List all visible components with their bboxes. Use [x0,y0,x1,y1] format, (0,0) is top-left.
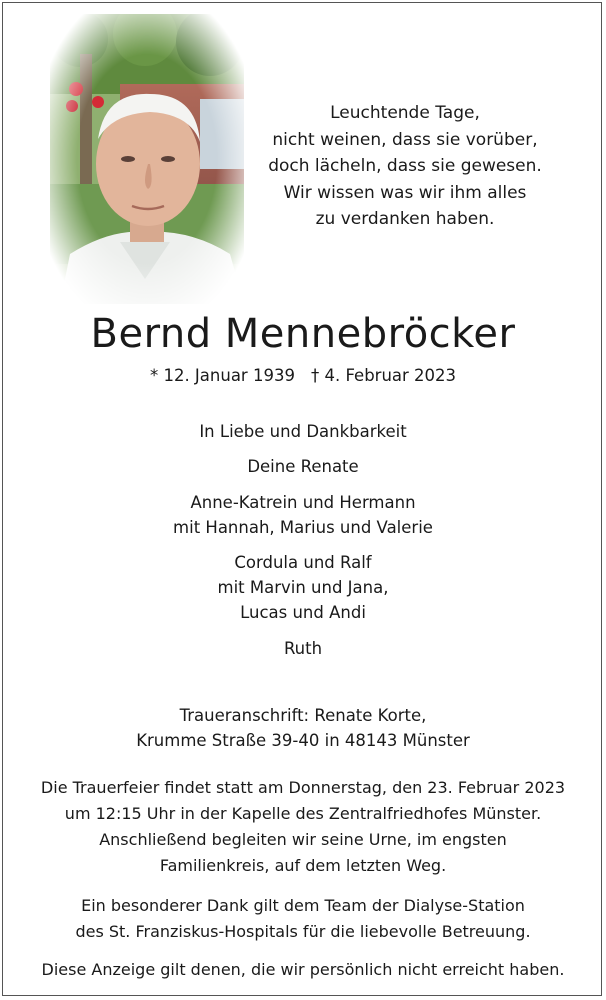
intro-line: In Liebe und Dankbarkeit [199,422,407,441]
family-line: Anne-Katrein und Hermann [190,493,416,512]
poem-line: zu verdanken haben. [315,209,495,229]
poem-line: nicht weinen, dass sie vorüber, [272,129,538,150]
funeral-info [0,775,606,879]
birth-date: * 12. Januar 1939 [149,366,295,385]
poem-line: Wir wissen was wir ihm alles [283,182,527,203]
family-line: mit Hannah, Marius und Valerie [173,518,433,537]
mourner-other [0,636,606,661]
closing-line: Diese Anzeige gilt denen, die wir persönlich nicht erreicht haben. [41,960,565,979]
portrait-photo [50,14,244,304]
mourning-address [0,703,606,753]
mourner-family-2 [0,550,606,625]
address-line: Krumme Straße 39-40 in 48143 Münster [136,731,470,750]
poem-line: Leuchtende Tage, [330,103,480,123]
family-line: mit Marvin und Jana, [217,578,389,597]
thanks-line: Ein besonderer Dank gilt dem Team der Dialyse-Station [81,896,525,915]
life-dates [0,363,606,389]
address-line: Traueranschrift: Renate Korte, [179,706,427,725]
family-line: Cordula und Ralf [234,553,372,572]
mourner-spouse [0,454,606,479]
other-line: Ruth [283,639,323,658]
poem [250,100,560,233]
funeral-line: Die Trauerfeier findet statt am Donnerstag, den 23. Februar 2023 [40,778,566,797]
funeral-line: Anschließend begleiten wir seine Urne, im engsten [99,830,507,849]
mourners-intro [0,419,606,444]
funeral-line: Familienkreis, auf dem letzten Weg. [159,856,447,875]
spouse-line: Deine Renate [247,457,359,476]
thanks-line: des St. Franziskus-Hospitals für die liebevolle Betreuung. [75,922,531,941]
thanks-note [0,893,606,945]
mourner-family-1 [0,490,606,540]
family-line: Lucas und Andi [240,603,366,622]
deceased-name: Bernd Mennebröcker [90,311,516,357]
funeral-line: um 12:15 Uhr in der Kapelle des Zentralfriedhofes Münster. [64,804,542,823]
closing-note [0,957,606,983]
poem-line: doch lächeln, dass sie gewesen. [268,156,542,176]
death-date: † 4. Februar 2023 [310,366,457,385]
